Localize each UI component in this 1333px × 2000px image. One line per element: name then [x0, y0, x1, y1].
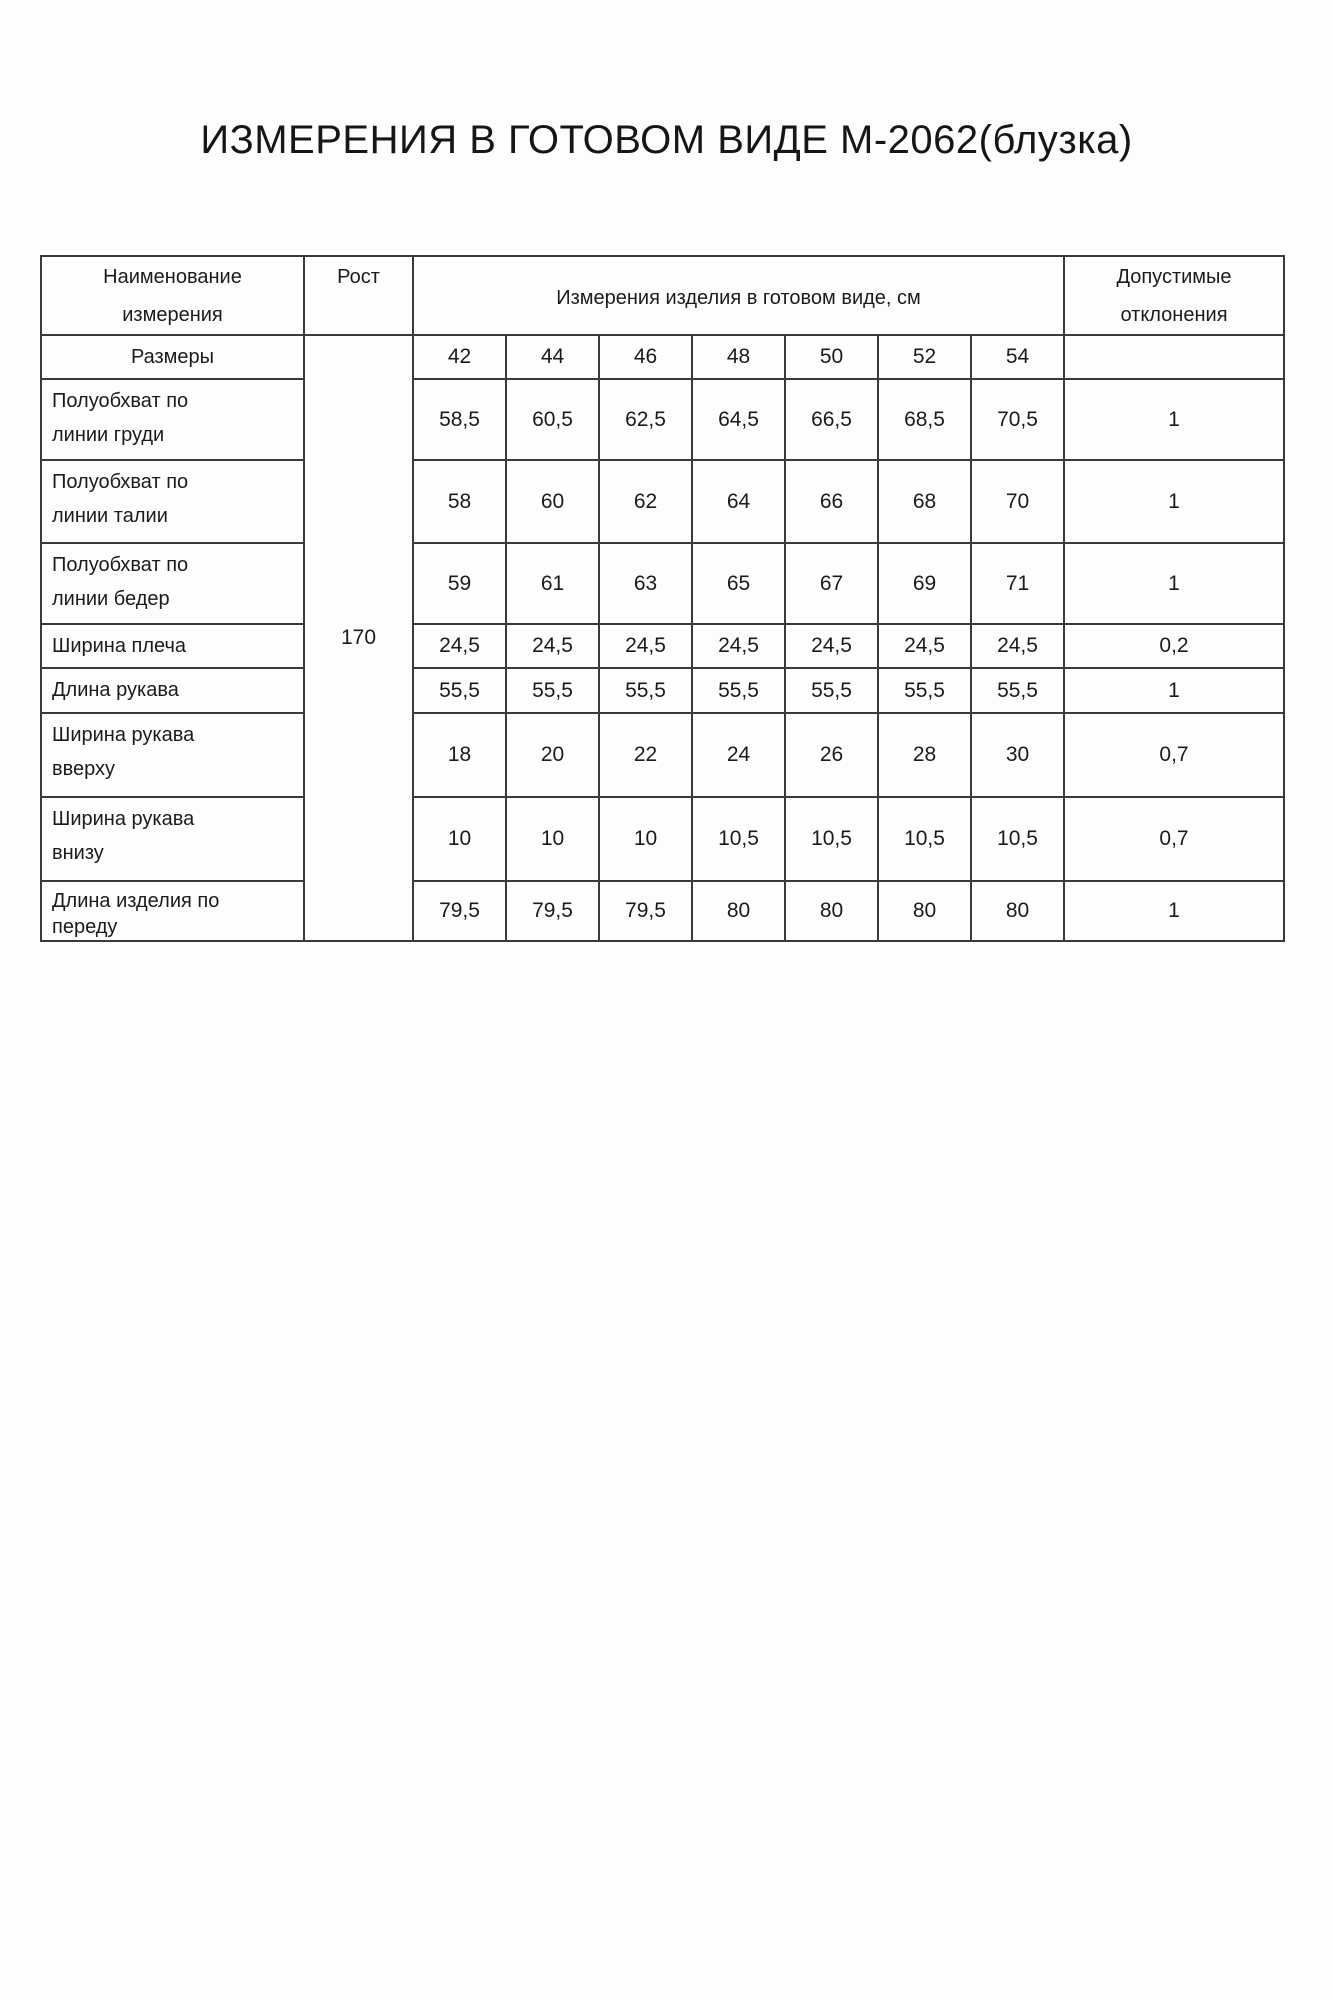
measurement-value-cell: 22	[599, 713, 692, 797]
measurement-name-cell	[41, 624, 304, 668]
size-value-cell: 50	[785, 335, 878, 379]
measurement-name: Длина изделия по переду	[52, 890, 220, 938]
measurement-value-cell: 10,5	[971, 797, 1064, 881]
measurement-value-cell: 20	[506, 713, 599, 797]
measurement-value-cell: 24,5	[971, 624, 1064, 668]
measurement-value-cell: 24,5	[785, 624, 878, 668]
measurement-value-cell: 79,5	[413, 881, 506, 941]
size-value-cell: 46	[599, 335, 692, 379]
measurement-name-cell	[41, 797, 304, 881]
col-header-measurements: Измерения изделия в готовом виде, см	[413, 256, 1064, 335]
measurement-value-cell: 24,5	[413, 624, 506, 668]
measurement-value-cell: 55,5	[599, 668, 692, 713]
measurement-name-cell	[41, 460, 304, 543]
measurements-table	[40, 255, 1285, 942]
measurement-value-cell: 66	[785, 460, 878, 543]
size-value-cell: 48	[692, 335, 785, 379]
measurement-value-cell: 28	[878, 713, 971, 797]
measurement-name: Полуобхват по линии бедер	[52, 554, 189, 610]
size-value-cell: 42	[413, 335, 506, 379]
table-row	[41, 881, 1284, 941]
size-value-cell: 52	[878, 335, 971, 379]
measurement-value-cell: 66,5	[785, 379, 878, 460]
measurement-name-cell	[41, 668, 304, 713]
measurement-value-cell: 62	[599, 460, 692, 543]
measurement-value-cell: 68	[878, 460, 971, 543]
height-value: 170	[304, 335, 413, 941]
table-row	[41, 668, 1284, 713]
measurement-value-cell: 68,5	[878, 379, 971, 460]
measurement-value-cell: 10,5	[785, 797, 878, 881]
measurement-value-cell: 62,5	[599, 379, 692, 460]
measurement-value-cell: 60,5	[506, 379, 599, 460]
table-row	[41, 713, 1284, 797]
measurement-name: Полуобхват по линии талии	[52, 471, 189, 527]
measurement-value-cell: 18	[413, 713, 506, 797]
deviation-value-cell: 0,7	[1064, 713, 1284, 797]
table-row	[41, 797, 1284, 881]
deviation-value-cell: 1	[1064, 881, 1284, 941]
measurement-value-cell: 80	[971, 881, 1064, 941]
deviation-value-cell: 1	[1064, 543, 1284, 624]
measurement-value-cell: 80	[878, 881, 971, 941]
measurement-value-cell: 24,5	[692, 624, 785, 668]
table-row	[41, 379, 1284, 460]
deviation-empty-cell	[1064, 335, 1284, 379]
measurement-value-cell: 24,5	[599, 624, 692, 668]
measurement-value-cell: 67	[785, 543, 878, 624]
measurement-value-cell: 55,5	[785, 668, 878, 713]
measurement-value-cell: 69	[878, 543, 971, 624]
col-header-name-cell	[41, 256, 304, 335]
measurement-value-cell: 55,5	[506, 668, 599, 713]
measurement-value-cell: 10,5	[878, 797, 971, 881]
measurement-value-cell: 58	[413, 460, 506, 543]
measurement-name: Полуобхват по линии груди	[52, 390, 189, 446]
measurement-value-cell: 71	[971, 543, 1064, 624]
deviation-value-cell: 0,7	[1064, 797, 1284, 881]
measurement-value-cell: 80	[785, 881, 878, 941]
measurement-value-cell: 64,5	[692, 379, 785, 460]
size-value-cell: 44	[506, 335, 599, 379]
table-row	[41, 624, 1284, 668]
measurement-value-cell: 60	[506, 460, 599, 543]
measurement-name: Ширина рукава вверху	[52, 724, 195, 780]
table-row	[41, 460, 1284, 543]
col-header-deviations-cell	[1064, 256, 1284, 335]
table-row	[41, 543, 1284, 624]
measurement-value-cell: 24,5	[878, 624, 971, 668]
sizes-row	[41, 335, 1284, 379]
col-header-name: Наименование измерения	[103, 265, 242, 326]
measurement-value-cell: 55,5	[413, 668, 506, 713]
measurement-value-cell: 10,5	[692, 797, 785, 881]
size-value-cell: 54	[971, 335, 1064, 379]
measurement-value-cell: 10	[599, 797, 692, 881]
measurement-value-cell: 55,5	[971, 668, 1064, 713]
measurement-name-cell	[41, 379, 304, 460]
col-header-deviations: Допустимые отклонения	[1116, 265, 1232, 326]
measurement-value-cell: 24	[692, 713, 785, 797]
measurement-value-cell: 79,5	[599, 881, 692, 941]
measurement-value-cell: 79,5	[506, 881, 599, 941]
page-title: ИЗМЕРЕНИЯ В ГОТОВОМ ВИДЕ М-2062(блузка)	[200, 118, 1133, 162]
measurement-value-cell: 10	[506, 797, 599, 881]
measurement-name: Ширина плеча	[52, 635, 187, 657]
sizes-row-label: Размеры	[41, 335, 304, 379]
measurement-value-cell: 59	[413, 543, 506, 624]
measurement-value-cell: 64	[692, 460, 785, 543]
deviation-value-cell: 1	[1064, 668, 1284, 713]
deviation-value-cell: 1	[1064, 460, 1284, 543]
measurement-value-cell: 63	[599, 543, 692, 624]
table-header-row	[41, 256, 1284, 335]
measurement-value-cell: 55,5	[878, 668, 971, 713]
measurement-value-cell: 55,5	[692, 668, 785, 713]
measurement-value-cell: 70	[971, 460, 1064, 543]
measurement-name: Длина рукава	[52, 679, 179, 701]
measurement-name-cell	[41, 713, 304, 797]
measurement-value-cell: 65	[692, 543, 785, 624]
measurement-name-cell	[41, 543, 304, 624]
measurement-value-cell: 70,5	[971, 379, 1064, 460]
measurement-value-cell: 26	[785, 713, 878, 797]
measurement-value-cell: 58,5	[413, 379, 506, 460]
measurement-name: Ширина рукава внизу	[52, 808, 195, 864]
measurement-value-cell: 30	[971, 713, 1064, 797]
measurement-value-cell: 61	[506, 543, 599, 624]
measurement-value-cell: 80	[692, 881, 785, 941]
measurement-value-cell: 24,5	[506, 624, 599, 668]
measurement-name-cell	[41, 881, 304, 941]
col-header-height: Рост	[304, 256, 413, 335]
deviation-value-cell: 1	[1064, 379, 1284, 460]
measurement-value-cell: 10	[413, 797, 506, 881]
deviation-value-cell: 0,2	[1064, 624, 1284, 668]
